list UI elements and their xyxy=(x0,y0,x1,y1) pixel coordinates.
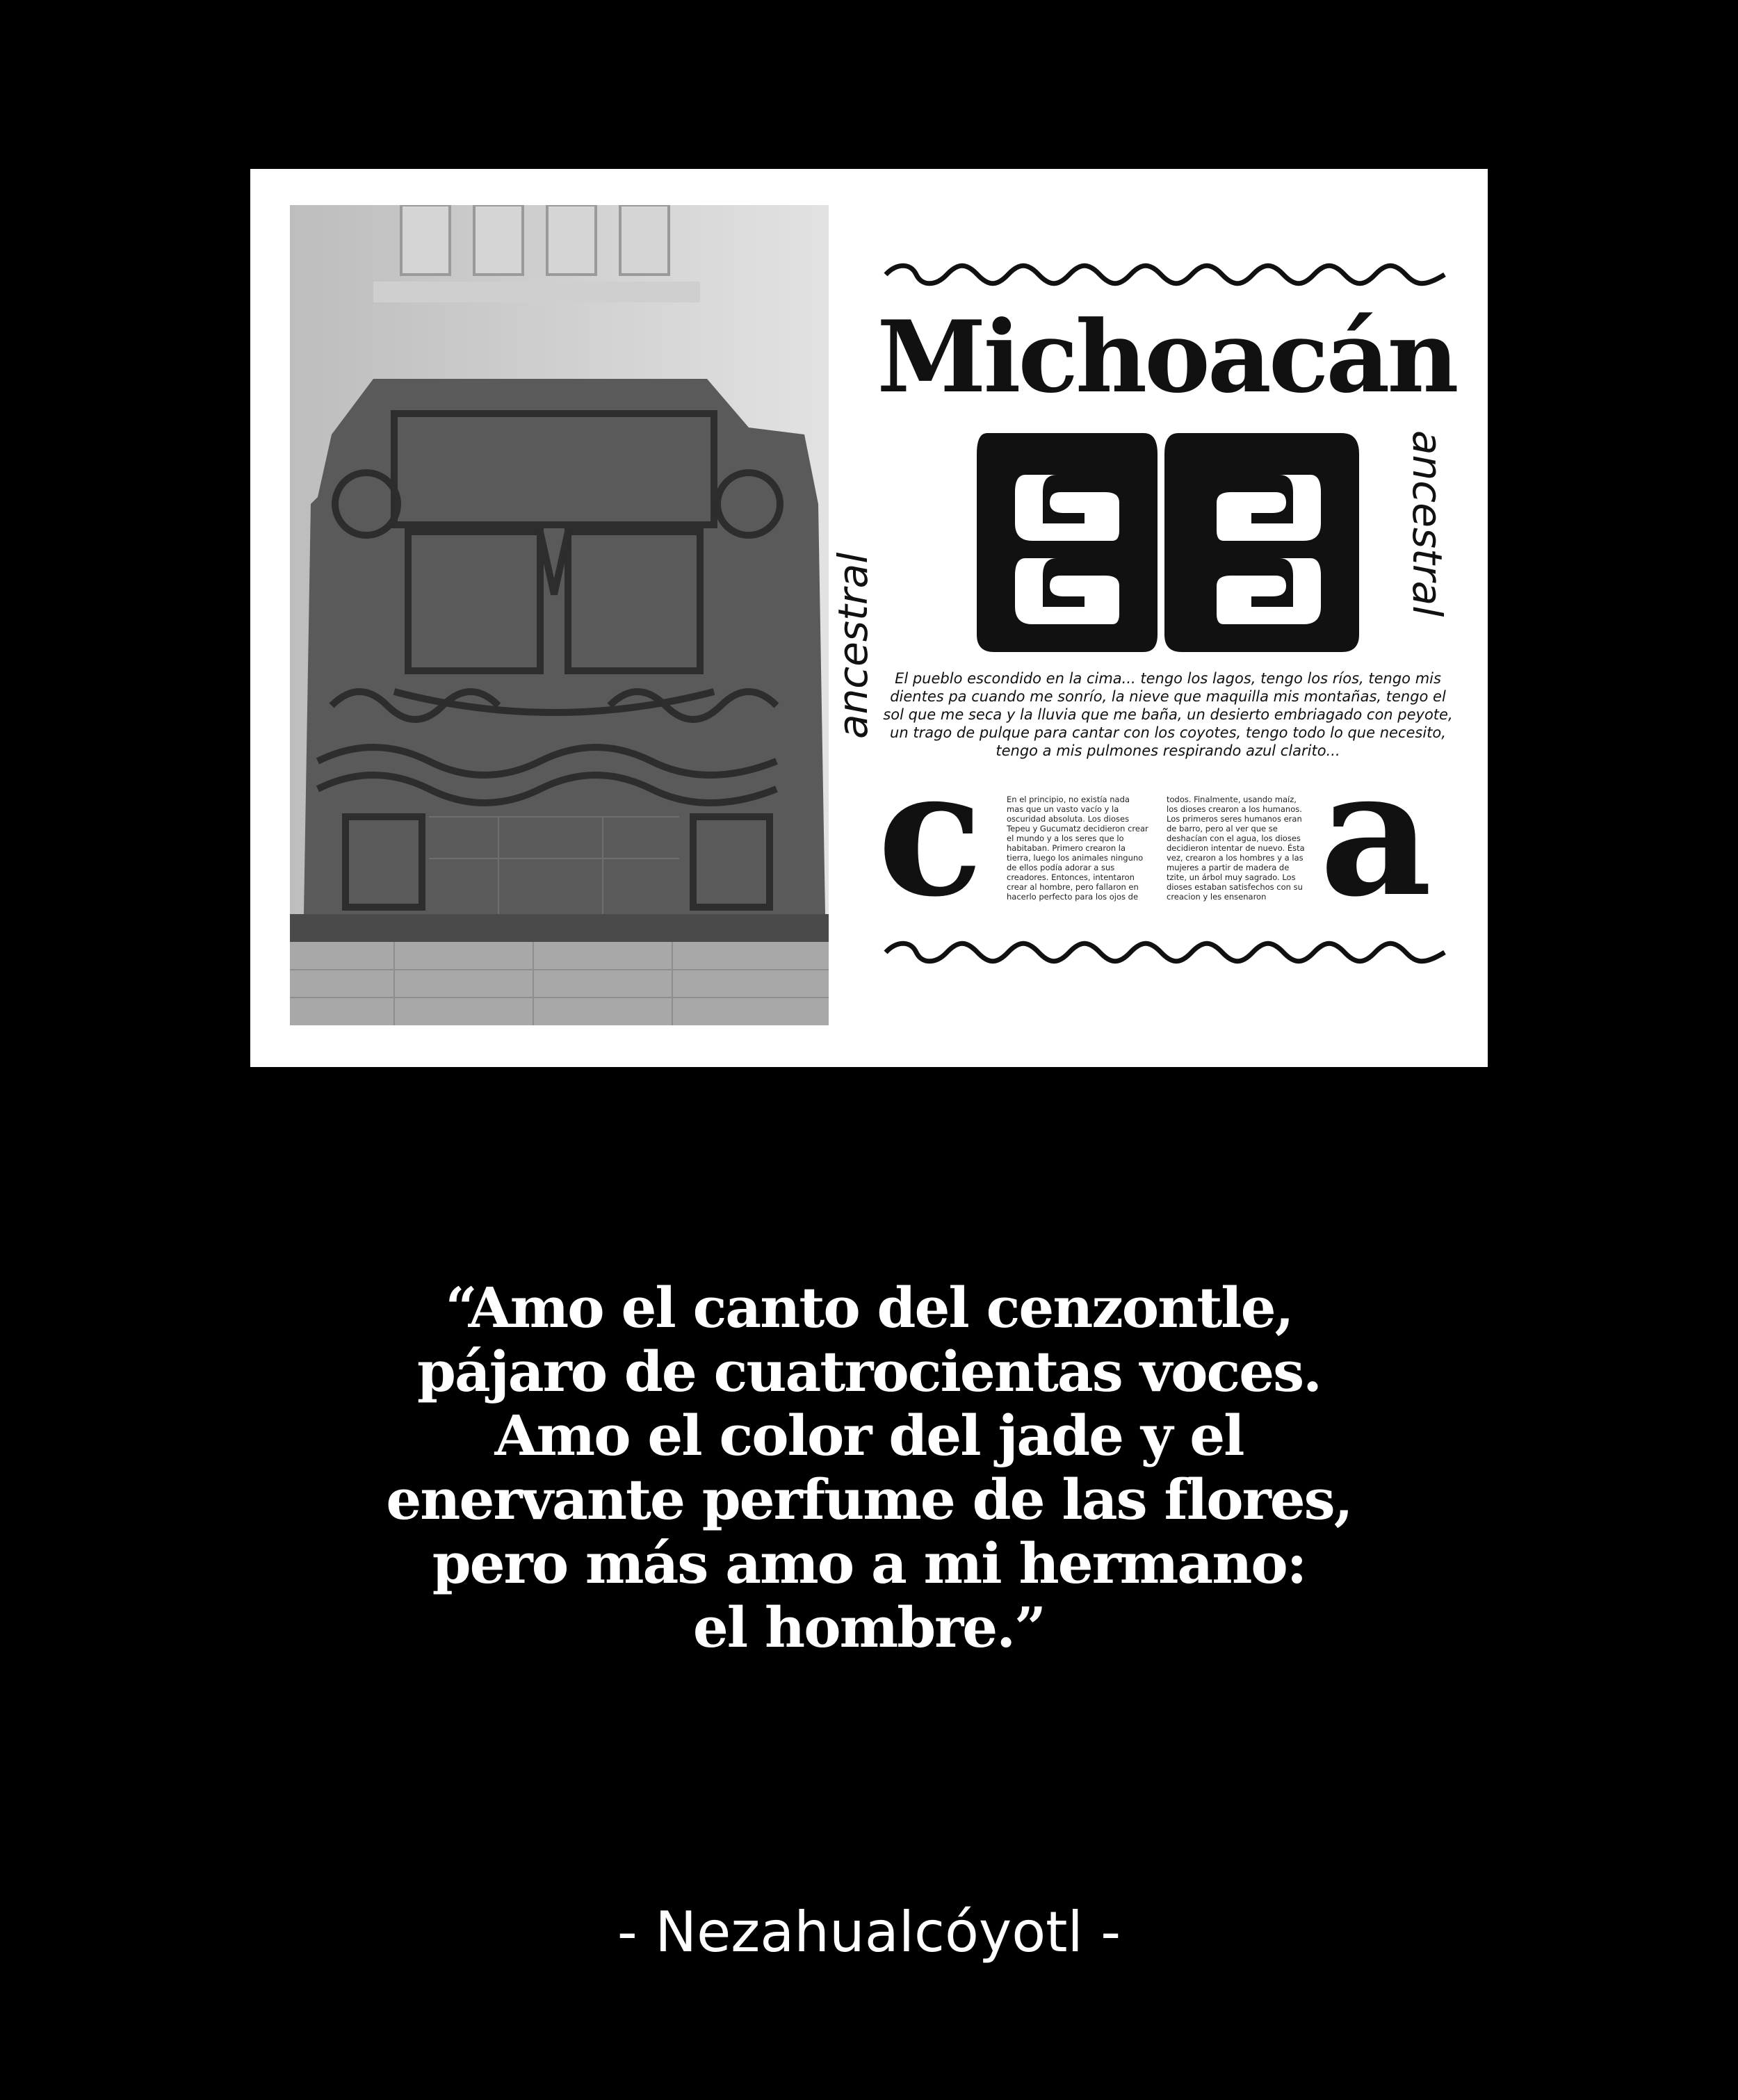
body-column-1: En el principio, no existía nada mas que un vasto vacío y la oscuridad absoluta. Los dioses Tepeu y Gucumatz decidieron crear el mundo y a los seres que lo habitaban. Primero crearon la tierra, luego los animales ninguno de ellos podía adorar a sus creadores. Entonces, intentaron crear al hombre, pero fallaron en hacerlo perfecto para los ojos de xyxy=(1007,795,1148,902)
wave-ornament-icon xyxy=(883,941,1447,964)
poster-sheet xyxy=(250,169,1488,1067)
display-glyphs xyxy=(973,426,1363,656)
side-word-left: ancestral xyxy=(829,552,877,739)
body-column-2: todos. Finalmente, usando maíz, los dioses crearon a los humanos. Los primeros seres humanos eran de barro, pero al ver que se deshacían con el agua, los dioses decidieron intentar de nuevo. Ésta vez, crearon a los hombres y a las mujeres a partir de madera de tzite, un árbol muy sagrado. Los dioses estaban satisfechos con su creacion y les ensenaron xyxy=(1167,795,1305,902)
quote-author: - Nezahualcóyotl - xyxy=(617,1900,1121,1964)
intro-paragraph: El pueblo escondido en la cima... tengo los lagos, tengo los ríos, tengo mis dientes pa cuando me sonrío, la nieve que maquilla mis montañas, tengo el sol que me seca y la lluvia que me baña, un desierto embriagado con peyote, un trago de pulque para cantar con los coyotes, tengo todo lo que necesito, tengo a mis pulmones respirando azul clarito... xyxy=(883,670,1453,759)
stone-relief-image xyxy=(290,205,829,1025)
stone-relief-photo xyxy=(290,205,829,1025)
quote-line: pájaro de cuatrocientas voces. xyxy=(417,1339,1321,1404)
quote-line: “Amo el canto del cenzontle, xyxy=(445,1275,1293,1340)
wave-ornament-icon xyxy=(883,263,1447,286)
quote-line: pero más amo a mi hermano: xyxy=(432,1531,1306,1596)
quote-block xyxy=(174,1276,1564,1659)
ornamental-border-top xyxy=(883,263,1447,286)
quote-line: el hombre.” xyxy=(692,1595,1046,1660)
drop-letter-left: c xyxy=(877,731,984,935)
side-word-right: ancestral xyxy=(1404,430,1451,617)
drop-letter-right: a xyxy=(1319,731,1432,935)
quote-line: enervante perfume de las flores, xyxy=(386,1467,1352,1532)
spiral-glyph-icon xyxy=(973,426,1363,656)
poster-title: Michoacán xyxy=(877,300,1456,415)
ornamental-border-bottom xyxy=(883,941,1447,964)
quote-line: Amo el color del jade y el xyxy=(494,1403,1244,1468)
